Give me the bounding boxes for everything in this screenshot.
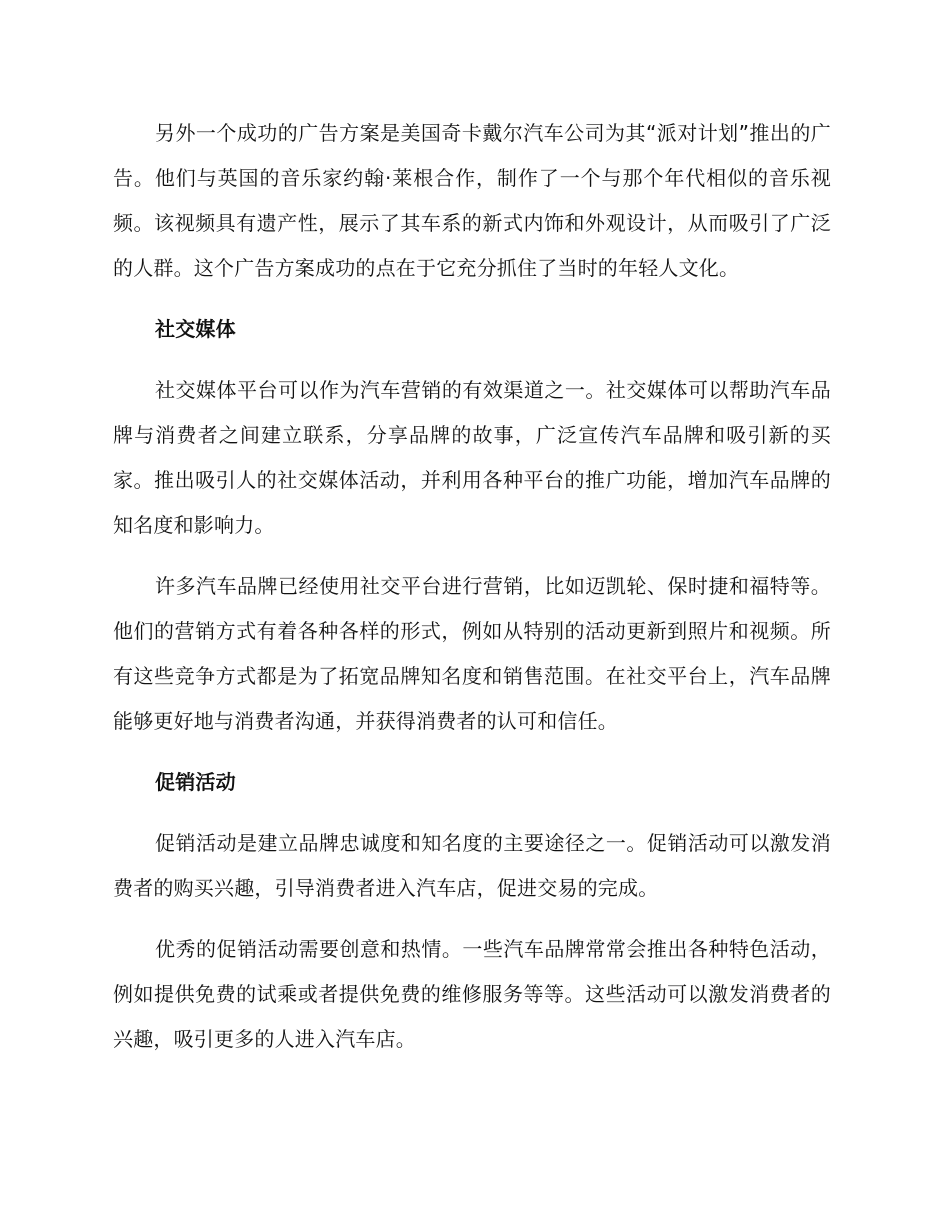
paragraph-social-media-brands: 许多汽车品牌已经使用社交平台进行营销，比如迈凯轮、保时捷和福特等。他们的营销方式有着各种各样的形式，例如从特别的活动更新到照片和视频。所有这些竞争方式都是为了拓宽品牌知名度和销售范围。在社交平台上，汽车品牌能够更好地与消费者沟通，并获得消费者的认可和信任。 [113, 574, 831, 733]
paragraph-promotions-creative: 优秀的促销活动需要创意和热情。一些汽车品牌常常会推出各种特色活动，例如提供免费的试乘或者提供免费的维修服务等等。这些活动可以激发消费者的兴趣，吸引更多的人进入汽车店。 [113, 937, 831, 1051]
paragraph-social-media-channel: 社交媒体平台可以作为汽车营销的有效渠道之一。社交媒体可以帮助汽车品牌与消费者之间建立联系，分享品牌的故事，广泛宣传汽车品牌和吸引新的买家。推出吸引人的社交媒体活动，并利用各种平台的推广功能，增加汽车品牌的知名度和影响力。 [113, 378, 831, 537]
section-heading-social-media: 社交媒体 [155, 317, 236, 341]
document-body [113, 111, 831, 1078]
section-heading-promotions: 促销活动 [155, 770, 236, 794]
paragraph-party-plan-ad: 另外一个成功的广告方案是美国奇卡戴尔汽车公司为其“派对计划”推出的广告。他们与英国的音乐家约翰·莱根合作，制作了一个与那个年代相似的音乐视频。该视频具有遗产性，展示了其车系的新式内饰和外观设计，从而吸引了广泛的人群。这个广告方案成功的点在于它充分抓住了当时的年轻人文化。 [113, 121, 831, 280]
paragraph-promotions-loyalty: 促销活动是建立品牌忠诚度和知名度的主要途径之一。促销活动可以激发消费者的购买兴趣，引导消费者进入汽车店，促进交易的完成。 [113, 831, 831, 900]
